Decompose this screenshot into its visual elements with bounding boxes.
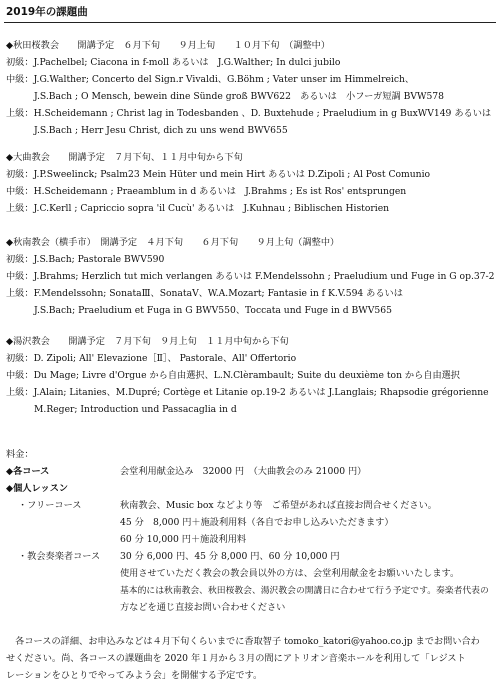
- section-header-akinan: ◆秋南教会（横手市） 開講予定 ４月下旬 ６月下旬 ９月上旬（調整中）: [6, 237, 340, 248]
- free-course-label: ・フリーコース: [18, 500, 82, 511]
- section-row: [6, 203, 389, 215]
- page-title: 2019年の課題曲: [6, 6, 88, 18]
- section-row: [6, 57, 340, 69]
- level-label: 初級：: [6, 169, 34, 180]
- piece-text: F.Mendelssohn; SonataⅢ、SonataⅤ、W.A.Mozart; Fantasie in f K.V.594 あるいは: [33, 288, 403, 299]
- personal-lesson-label: ◆個人レッスン: [6, 483, 69, 494]
- piece-text: Du Mage; Livre d'Orgue から自由選択、L.N.Clèrambault; Suite du deuxième ton から自由選択: [33, 370, 461, 381]
- piece-text: D. Zipoli; All' Elevazione［Ⅱ］、 Pastorale、All' Offertorio: [33, 353, 297, 364]
- level-label: 初級：: [6, 57, 34, 68]
- section-row: [6, 74, 414, 86]
- section-row: [6, 370, 460, 382]
- member-course-line: 使用させていただく教会の教会員以外の方は、会堂利用献金をお願いいたします。: [120, 568, 460, 579]
- footer-line: せください。尚、各コースの課題曲を 2020 年１月から３月の間にアトリオン音楽ホールを利用して「レジスト: [6, 653, 466, 664]
- piece-text: J.S.Bach ; O Mensch, bewein dine Sünde groß BWV622 あるいは 小フーガ短調 BVW578: [34, 91, 444, 102]
- section-row: [6, 108, 491, 120]
- level-label: 中級：: [6, 74, 34, 85]
- footer-line: レーションをひとりでやってみよう会」を開催する予定です。: [6, 670, 263, 681]
- section-header-akita-sakura: ◆秋田桜教会 開講予定 ６月下旬 ９月上旬 １０月下旬 （調整中）: [6, 40, 331, 51]
- level-label: 上級：: [6, 203, 34, 214]
- piece-text: J.S.Bach ; Herr Jesu Christ, dich zu uns wend BWV655: [34, 125, 288, 136]
- section-header-omagari: ◆大曲教会 開講予定 ７月下旬、１１月中旬から下旬: [6, 152, 243, 163]
- section-row: [6, 387, 489, 399]
- section-row: [6, 353, 296, 365]
- footer-line: 各コースの詳細、お申込みなどは４月下旬くらいまでに香取智子 tomoko_katori@yahoo.co.jp までお問い合わ: [6, 636, 480, 647]
- piece-text: H.Scheidemann ; Christ lag in Todesbanden 、D. Buxtehude ; Praeludium in g BuxWV149 あるいは: [33, 108, 492, 119]
- level-label: 中級：: [6, 271, 34, 282]
- section-row: [6, 254, 164, 266]
- member-course-line: 方などを通じ直接お問い合わせください: [120, 602, 286, 613]
- piece-text: M.Reger; Introduction und Passacaglia in d: [34, 404, 237, 415]
- level-label: 上級：: [6, 108, 34, 119]
- member-course-label: ・教会奏楽者コース: [18, 551, 101, 562]
- level-label: 上級：: [6, 288, 34, 299]
- section-row-continued: [34, 91, 444, 103]
- piece-text: J.P.Sweelinck; Psalm23 Mein Hüter und mein Hirt あるいは D.Zipoli ; Al Post Comunio: [33, 169, 431, 180]
- piece-text: J.C.Kerll ; Capriccio sopra 'il Cucù' あるいは J.Kuhnau ; Biblischen Historien: [33, 203, 390, 214]
- free-course-line: 60 分 10,000 円＋施設利用料: [120, 534, 247, 545]
- title-underline: [4, 22, 496, 23]
- section-header-yuzawa: ◆湯沢教会 開講予定 ７月下旬 ９月上旬 １１月中旬から下旬: [6, 336, 289, 347]
- piece-text: J.S.Bach; Pastorale BWV590: [33, 254, 165, 265]
- section-row: [6, 169, 430, 181]
- section-row: [6, 271, 495, 283]
- level-label: 中級：: [6, 186, 34, 197]
- member-course-line: 基本的には秋南教会、秋田桜教会、湯沢教会の開講日に合わせて行う予定です。奏楽者代表の: [120, 586, 489, 596]
- level-label: 初級：: [6, 254, 34, 265]
- section-row: [6, 288, 403, 300]
- section-row-continued: [34, 305, 392, 317]
- piece-text: J.S.Bach; Praeludium et Fuga in G BWV550、Toccata und Fuge in d BWV565: [34, 305, 392, 316]
- piece-text: H.Scheidemann ; Praeamblum in d あるいは J.Brahms ; Es ist Ros' entsprungen: [33, 186, 407, 197]
- level-label: 初級：: [6, 353, 34, 364]
- piece-text: J.Brahms; Herzlich tut mich verlangen あるいは F.Mendelssohn ; Praeludium und Fuge in G op.37-2: [33, 271, 495, 282]
- section-row-continued: [34, 125, 288, 137]
- fees-label: 料金：: [6, 449, 34, 460]
- member-course-line: 30 分 6,000 円、45 分 8,000 円、60 分 10,000 円: [120, 551, 340, 562]
- free-course-line: 秋南教会、Music box などより等 ご希望があれば直接お問合せください。: [120, 500, 437, 511]
- course-fee-label: ◆各コース: [6, 466, 50, 477]
- section-row: [6, 186, 406, 198]
- piece-text: J.G.Walther; Concerto del Sign.r Vivaldi、G.Böhm ; Vater unser im Himmelreich、: [33, 74, 415, 85]
- free-course-line: 45 分 8,000 円＋施設利用料（各自でお申し込みいただきます）: [120, 517, 394, 528]
- piece-text: J.Pachelbel; Ciacona in f-moll あるいは J.G.Walther; In dulci jubilo: [33, 57, 341, 68]
- level-label: 上級：: [6, 387, 34, 398]
- section-row-continued: [34, 404, 237, 416]
- course-fee-value: 会堂利用献金込み 32000 円 （大曲教会のみ 21000 円）: [120, 466, 367, 477]
- level-label: 中級：: [6, 370, 34, 381]
- piece-text: J.Alain; Litanies、M.Dupré; Cortège et Litanie op.19-2 あるいは J.Langlais; Rhapsodie grégorienne: [33, 387, 489, 398]
